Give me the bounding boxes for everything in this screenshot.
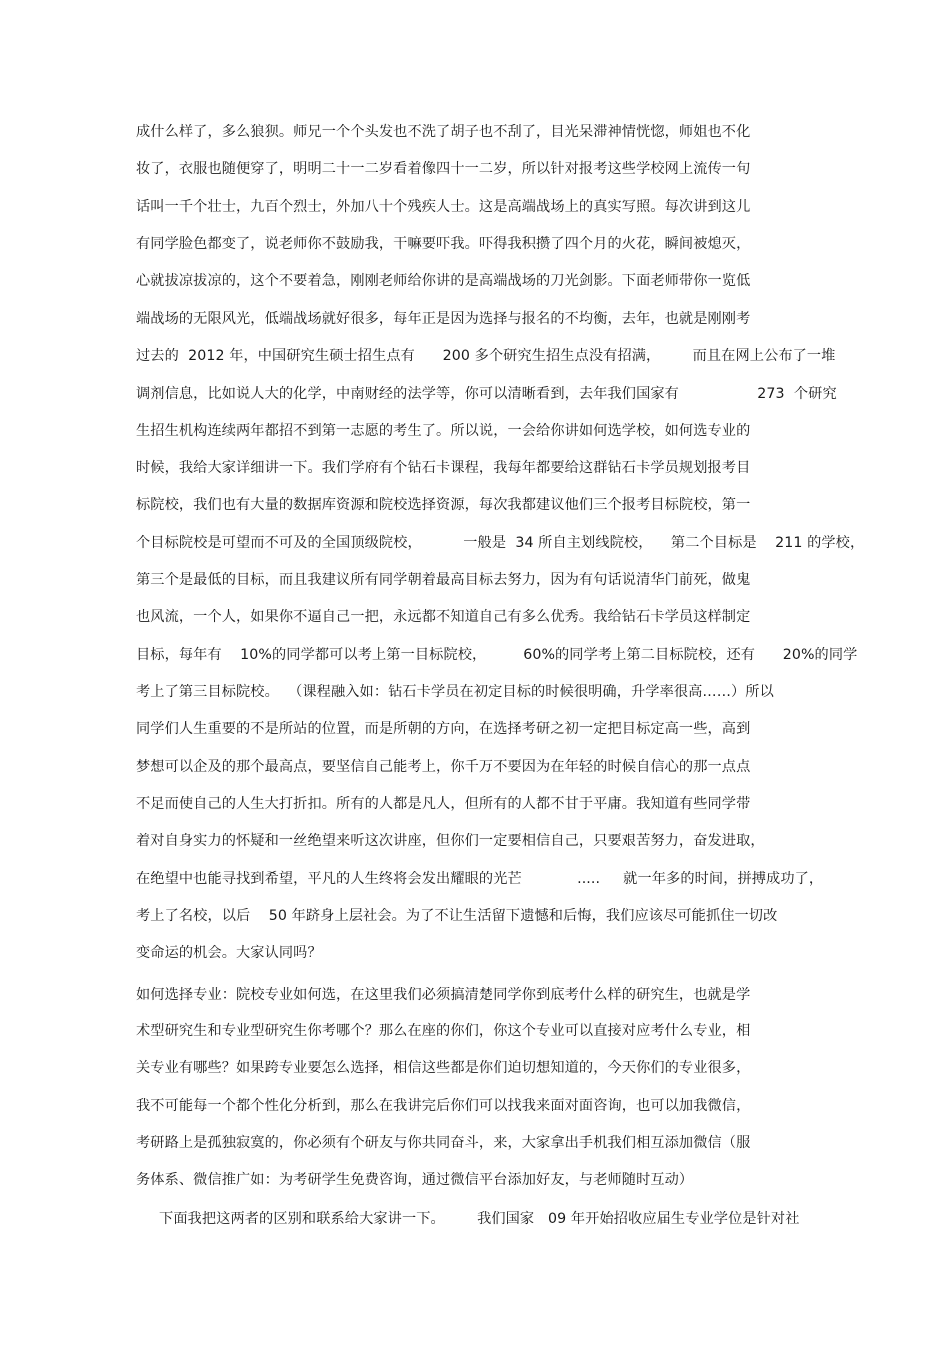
text-line: 调剂信息，比如说人大的化学，中南财经的法学等，你可以清晰看到，去年我们国家有 273 个研究: [136, 386, 837, 402]
text-line: 成什么样了，多么狼狈。师兄一个个头发也不洗了胡子也不刮了，目光呆滞神情恍惚，师姐也不化: [136, 124, 751, 140]
text-line: 不足而使自己的人生大打折扣。所有的人都是凡人，但所有的人都不甘于平庸。我知道有些同学带: [136, 796, 751, 812]
text-line: 考研路上是孤独寂寞的，你必须有个研友与你共同奋斗，来，大家拿出手机我们相互添加微信（服: [136, 1135, 751, 1151]
text-line: 也风流，一个人，如果你不逼自己一把，永远都不知道自己有多么优秀。我给钻石卡学员这样制定: [136, 609, 751, 625]
text-line: 妆了，衣服也随便穿了，明明二十一二岁看着像四十一二岁，所以针对报考这些学校网上流传一句: [136, 161, 751, 177]
text-line: 变命运的机会。大家认同吗？: [136, 945, 322, 961]
text-line: 端战场的无限风光，低端战场就好很多，每年正是因为选择与报名的不均衡，去年，也就是刚刚考: [136, 311, 751, 327]
text-line: 标院校，我们也有大量的数据库资源和院校选择资源，每次我都建议他们三个报考目标院校，第一: [136, 497, 751, 513]
text-line: 术型研究生和专业型研究生你考哪个？那么在座的你们，你这个专业可以直接对应考什么专业，相: [136, 1023, 751, 1039]
text-line: 如何选择专业：院校专业如何选，在这里我们必须搞清楚同学你到底考什么样的研究生，也就是学: [136, 987, 751, 1003]
text-line: 个目标院校是可望而不可及的全国顶级院校， 一般是 34 所自主划线院校， 第二个目标是 211 的学校，: [136, 535, 865, 551]
text-line: 过去的 2012 年，中国研究生硕士招生点有 200 多个研究生招生点没有招满， 而且在网上公布了一堆: [136, 348, 836, 364]
text-line: 目标，每年有 10%的同学都可以考上第一目标院校， 60%的同学考上第二目标院校，还有 20%的同学: [136, 647, 858, 663]
text-line: 梦想可以企及的那个最高点，要坚信自己能考上，你千万不要因为在年轻的时候自信心的那一点点: [136, 759, 751, 775]
text-line: 第三个是最低的目标，而且我建议所有同学朝着最高目标去努力，因为有句话说清华门前死，做鬼: [136, 572, 751, 588]
text-line: 考上了名校，以后 50 年跻身上层社会。为了不让生活留下遗憾和后悔，我们应该尽可能抓住一切改: [136, 908, 778, 924]
text-line: 着对自身实力的怀疑和一丝绝望来听这次讲座，但你们一定要相信自己，只要艰苦努力，奋发进取，: [136, 833, 765, 849]
text-line: 生招生机构连续两年都招不到第一志愿的考生了。所以说，一会给你讲如何选学校，如何选专业的: [136, 423, 751, 439]
text-line: 心就拔凉拔凉的，这个不要着急，刚刚老师给你讲的是高端战场的刀光剑影。下面老师带你一览低: [136, 273, 751, 289]
text-line: 在绝望中也能寻找到希望，平凡的人生终将会发出耀眼的光芒 ..... 就一年多的时间，拼搏成功了，: [136, 871, 824, 887]
text-line: 考上了第三目标院校。 （课程融入如：钻石卡学员在初定目标的时候很明确，升学率很高……）所以: [136, 684, 774, 700]
text-line: 有同学脸色都变了，说老师你不鼓励我，干嘛要吓我。吓得我积攒了四个月的火花，瞬间被熄灭，: [136, 236, 751, 252]
text-line: 同学们人生重要的不是所站的位置，而是所朝的方向，在选择考研之初一定把目标定高一些，高到: [136, 721, 751, 737]
text-line: 务体系、微信推广如：为考研学生免费咨询，通过微信平台添加好友，与老师随时互动）: [136, 1172, 694, 1188]
text-line: 下面我把这两者的区别和联系给大家讲一下。 我们国家 09 年开始招收应届生专业学位是针对社: [136, 1211, 800, 1227]
text-line: 话叫一千个壮士，九百个烈士，外加八十个残疾人士。这是高端战场上的真实写照。每次讲到这儿: [136, 199, 751, 215]
text-line: 关专业有哪些？如果跨专业要怎么选择，相信这些都是你们迫切想知道的，今天你们的专业很多，: [136, 1060, 751, 1076]
text-line: 我不可能每一个都个性化分析到，那么在我讲完后你们可以找我来面对面咨询，也可以加我微信，: [136, 1098, 751, 1114]
text-line: 时候，我给大家详细讲一下。我们学府有个钻石卡课程，我每年都要给这群钻石卡学员规划报考目: [136, 460, 751, 476]
